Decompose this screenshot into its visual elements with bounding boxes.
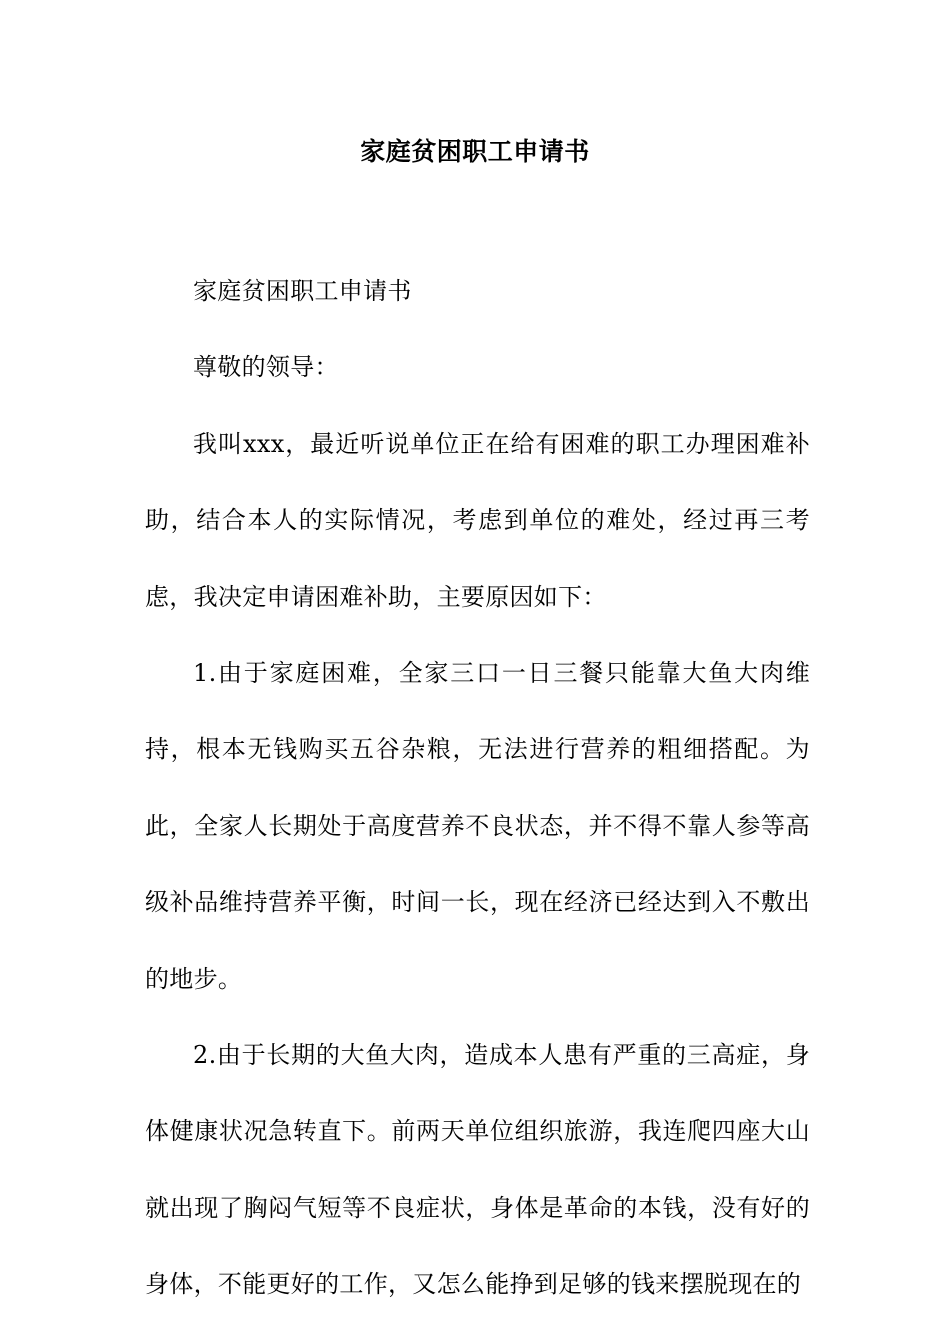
document-title: 家庭贫困职工申请书	[360, 137, 590, 166]
paragraph-reason-1: 1.由于家庭困难，全家三口一日三餐只能靠大鱼大肉维持，根本无钱购买五谷杂粮，无法进行营养的粗细搭配。为此，全家人长期处于高度营养不良状态，并不得不靠人参等高级补品维持营养平衡，时间一长，现在经济已经达到入不敷出的地步。	[145, 659, 810, 993]
paragraph-heading: 家庭贫困职工申请书	[193, 277, 412, 305]
document-body	[145, 253, 810, 1323]
paragraph-intro: 我叫xxx，最近听说单位正在给有困难的职工办理困难补助，结合本人的实际情况，考虑到单位的难处，经过再三考虑，我决定申请困难补助，主要原因如下：	[145, 429, 810, 611]
paragraph-reason-2: 2.由于长期的大鱼大肉，造成本人患有严重的三高症，身体健康状况急转直下。前两天单位组织旅游，我连爬四座大山就出现了胸闷气短等不良症状，身体是革命的本钱，没有好的身体，不能更好的工作，又怎么能挣到足够的钱来摆脱现在的	[145, 1041, 810, 1299]
paragraph-salutation: 尊敬的领导：	[193, 353, 339, 382]
